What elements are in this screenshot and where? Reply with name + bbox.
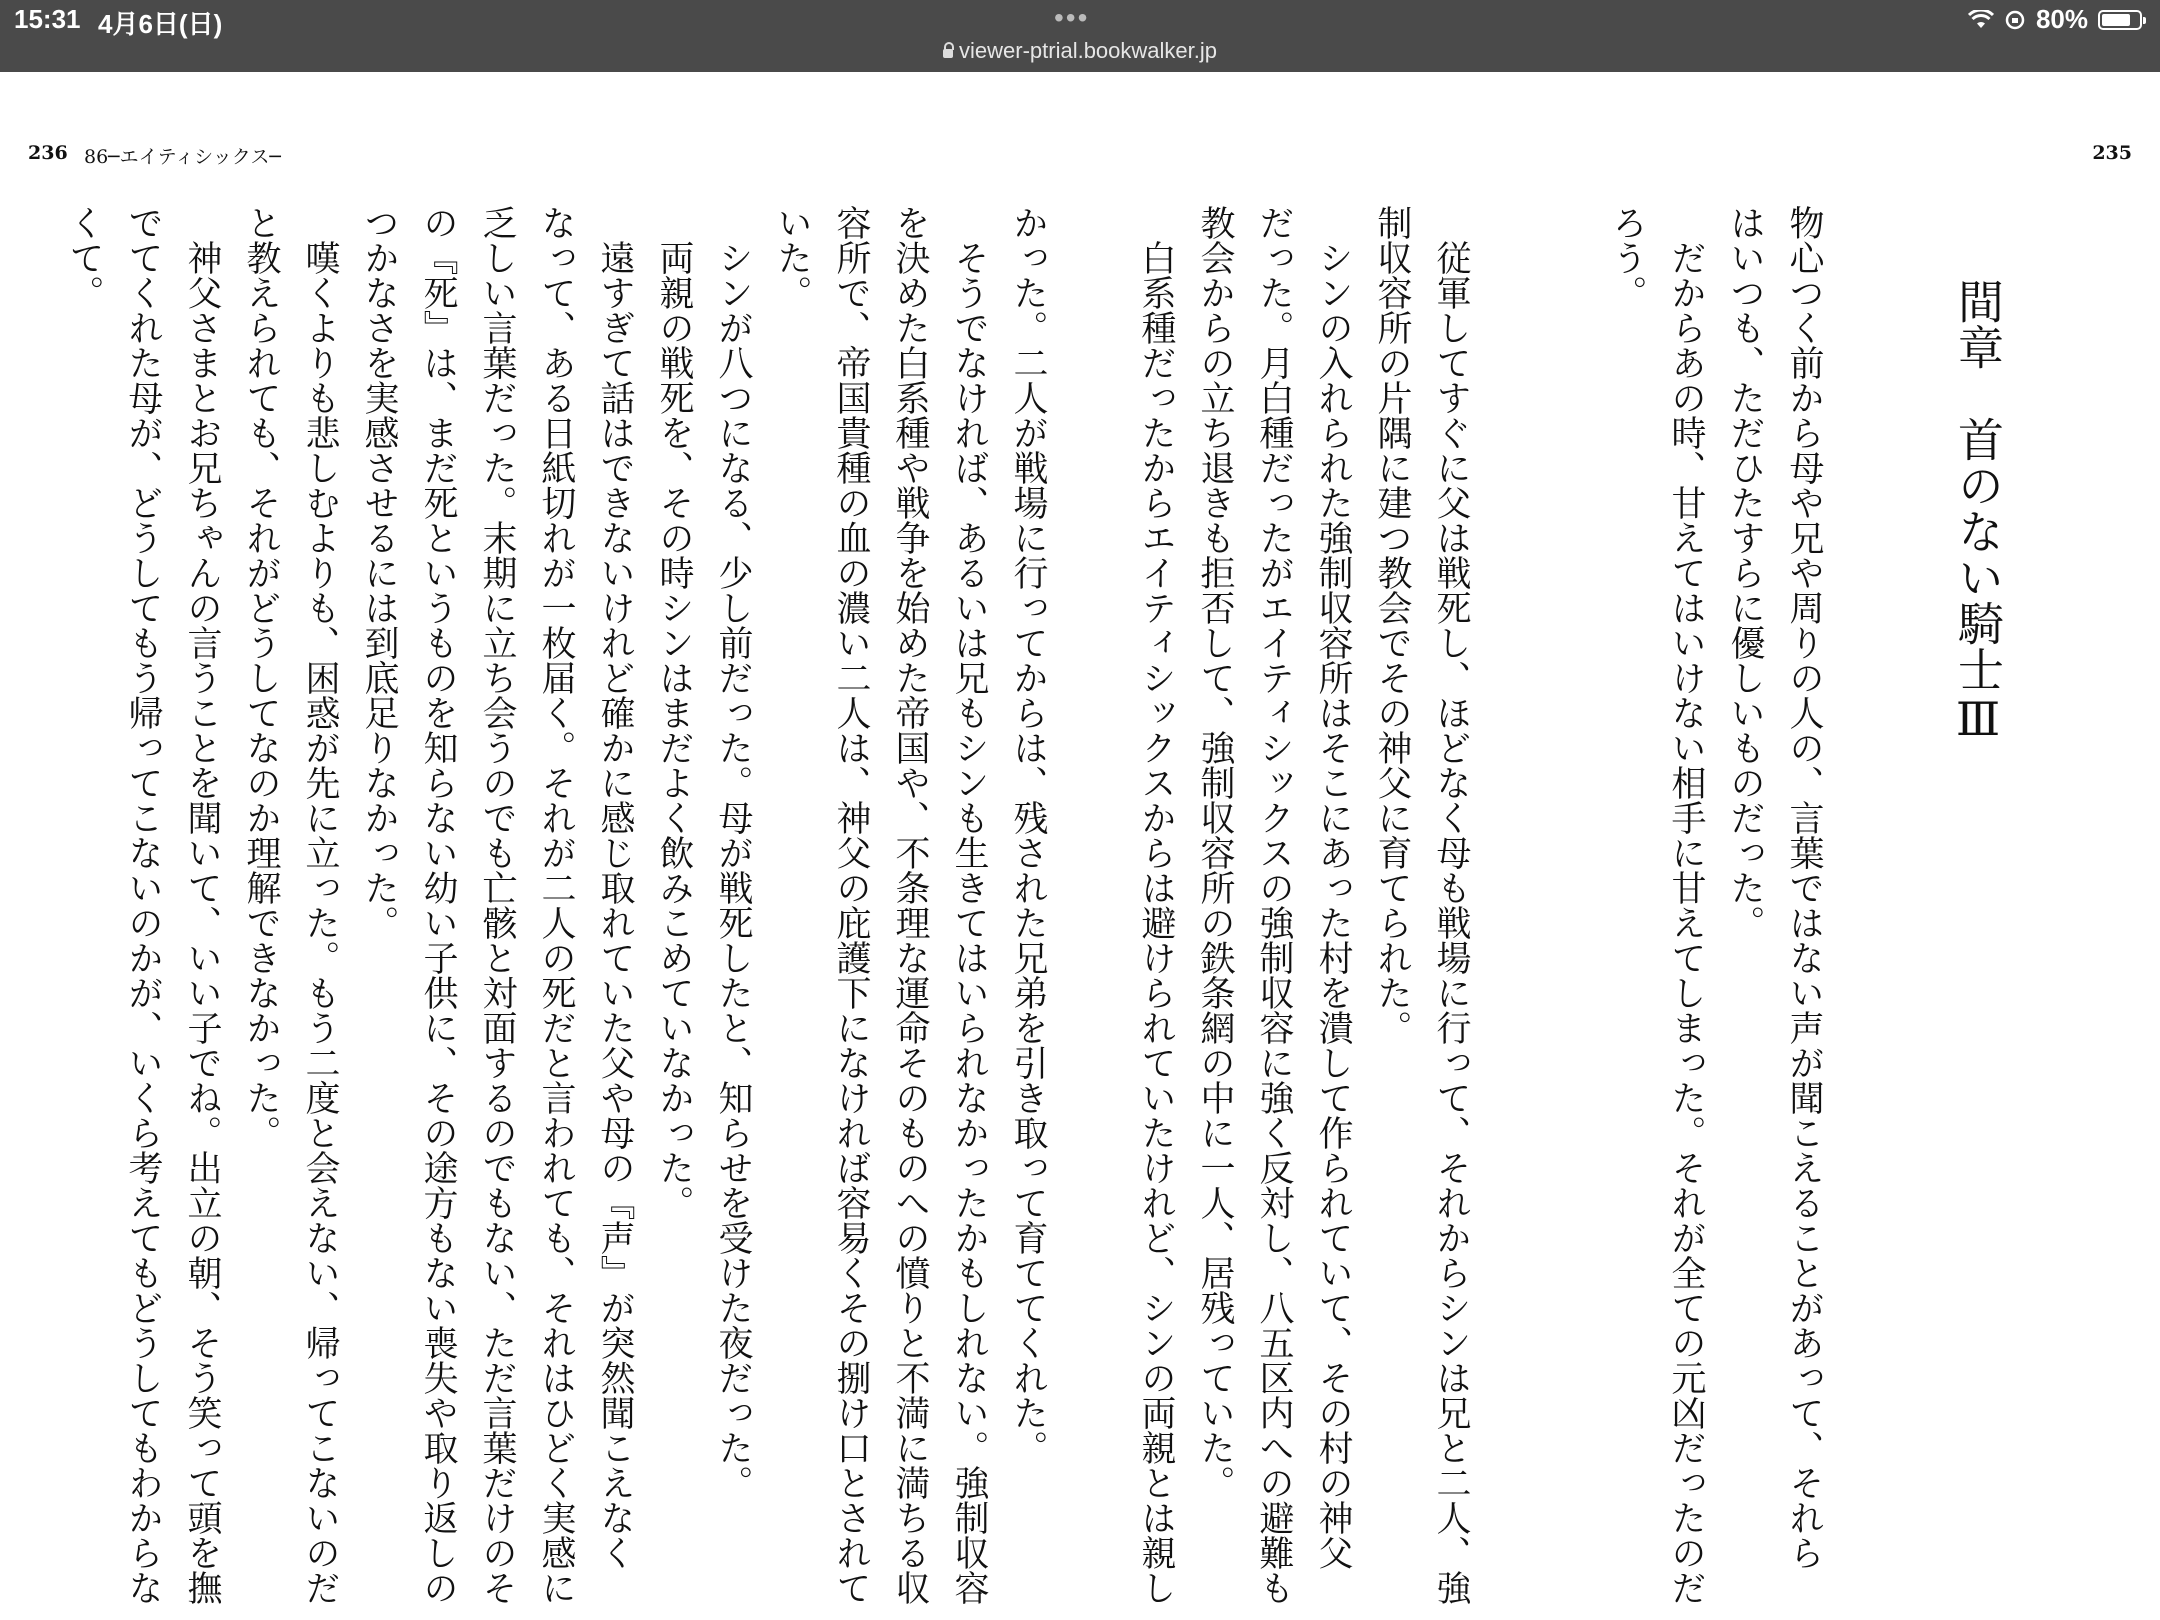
text-column: でてくれた母が、どうしてもう帰ってこないのかが、いくら考えてもどうしてもわからな (123, 205, 163, 1605)
text-column: シンの入れられた強制収容所はそこにあった村を潰して作られていて、その村の神父 (1313, 205, 1353, 1570)
text-column: 神父さまとお兄ちゃんの言うことを聞いて、いい子でね。出立の朝、そう笑って頭を撫 (182, 205, 222, 1605)
orientation-lock-icon (2004, 9, 2026, 31)
battery-percent: 80% (2035, 4, 2088, 34)
multitask-dots-icon[interactable]: ••• (1054, 2, 1090, 33)
text-column: 嘆くよりも悲しむよりも、困惑が先に立った。もう二度と会えない、帰ってこないのだ (300, 205, 340, 1605)
text-column: の『死』は、まだ死というものを知らない幼い子供に、その途方もない喪失や取り返しの (418, 205, 458, 1605)
status-date: 4月6日(日) (98, 9, 223, 39)
text-column: 白系種だったからエイティシックスからは避けられていたけれど、シンの両親とは親し (1136, 205, 1176, 1605)
url-text: viewer-ptrial.bookwalker.jp (959, 38, 1217, 63)
lock-icon (943, 49, 953, 58)
text-column: シンが八つになる、少し前だった。母が戦死したと、知らせを受けた夜だった。 (713, 205, 753, 1500)
text-column: を決めた白系種や戦争を始めた帝国や、不条理な運命そのものへの憤りと不満に満ちる収 (890, 205, 930, 1605)
left-page-number: 236 (28, 142, 68, 164)
text-column: はいつも、ただひたすらに優しいものだった。 (1725, 205, 1765, 940)
status-indicators (1968, 4, 2142, 35)
running-title: 86─エイティシックス─ (84, 146, 281, 168)
text-column: くて。 (64, 205, 104, 310)
text-column: そうでなければ、あるいは兄もシンも生きてはいられなかったかもしれない。強制収容 (949, 205, 989, 1605)
text-column: なって、ある日紙切れが一枚届く。それが二人の死だと言われても、それはひどく実感に (536, 205, 576, 1605)
text-column: つかなさを実感させるには到底足りなかった。 (359, 205, 399, 940)
chapter-title: 間章 首のない騎士Ⅲ (1951, 278, 2005, 746)
text-column: 従軍してすぐに父は戦死し、ほどなく母も戦場に行って、それからシンは兄と二人、強 (1431, 205, 1471, 1605)
battery-icon (2098, 10, 2142, 30)
text-column: 物心つく前から母や兄や周りの人の、言葉ではない声が聞こえることがあって、それら (1784, 205, 1824, 1570)
text-column: かった。二人が戦場に行ってからは、残された兄弟を引き取って育ててくれた。 (1008, 205, 1048, 1465)
text-column: いた。 (772, 205, 812, 310)
status-bar (0, 0, 2160, 72)
text-column: 容所で、帝国貴種の血の濃い二人は、神父の庇護下になければ容易くその捌け口とされて (831, 205, 871, 1605)
text-column: だった。月白種だったがエイティシックスの強制収容に強く反対し、八五区内への避難も (1254, 205, 1294, 1605)
text-column: だからあの時、甘えてはいけない相手に甘えてしまった。それが全ての元凶だったのだ (1666, 205, 1706, 1605)
right-page-number: 235 (2092, 142, 2132, 164)
wifi-icon (1968, 10, 1994, 30)
text-column: 制収容所の片隅に建つ教会でその神父に育てられた。 (1372, 205, 1412, 1045)
status-time: 15:31 (14, 4, 81, 34)
text-column: 両親の戦死を、その時シンはまだよく飲みこめていなかった。 (654, 205, 694, 1220)
text-column: ろう。 (1607, 205, 1647, 310)
text-column: 乏しい言葉だった。末期に立ち会うのでも亡骸と対面するのでもない、ただ言葉だけのそ (477, 205, 517, 1605)
address-bar[interactable] (0, 38, 2160, 64)
text-column: 遠すぎて話はできないけれど確かに感じ取れていた父や母の『声』が突然聞こえなく (595, 205, 635, 1570)
text-column: 教会からの立ち退きも拒否して、強制収容所の鉄条網の中に一人、居残っていた。 (1195, 205, 1235, 1500)
text-column: と教えられても、それがどうしてなのか理解できなかった。 (241, 205, 281, 1150)
